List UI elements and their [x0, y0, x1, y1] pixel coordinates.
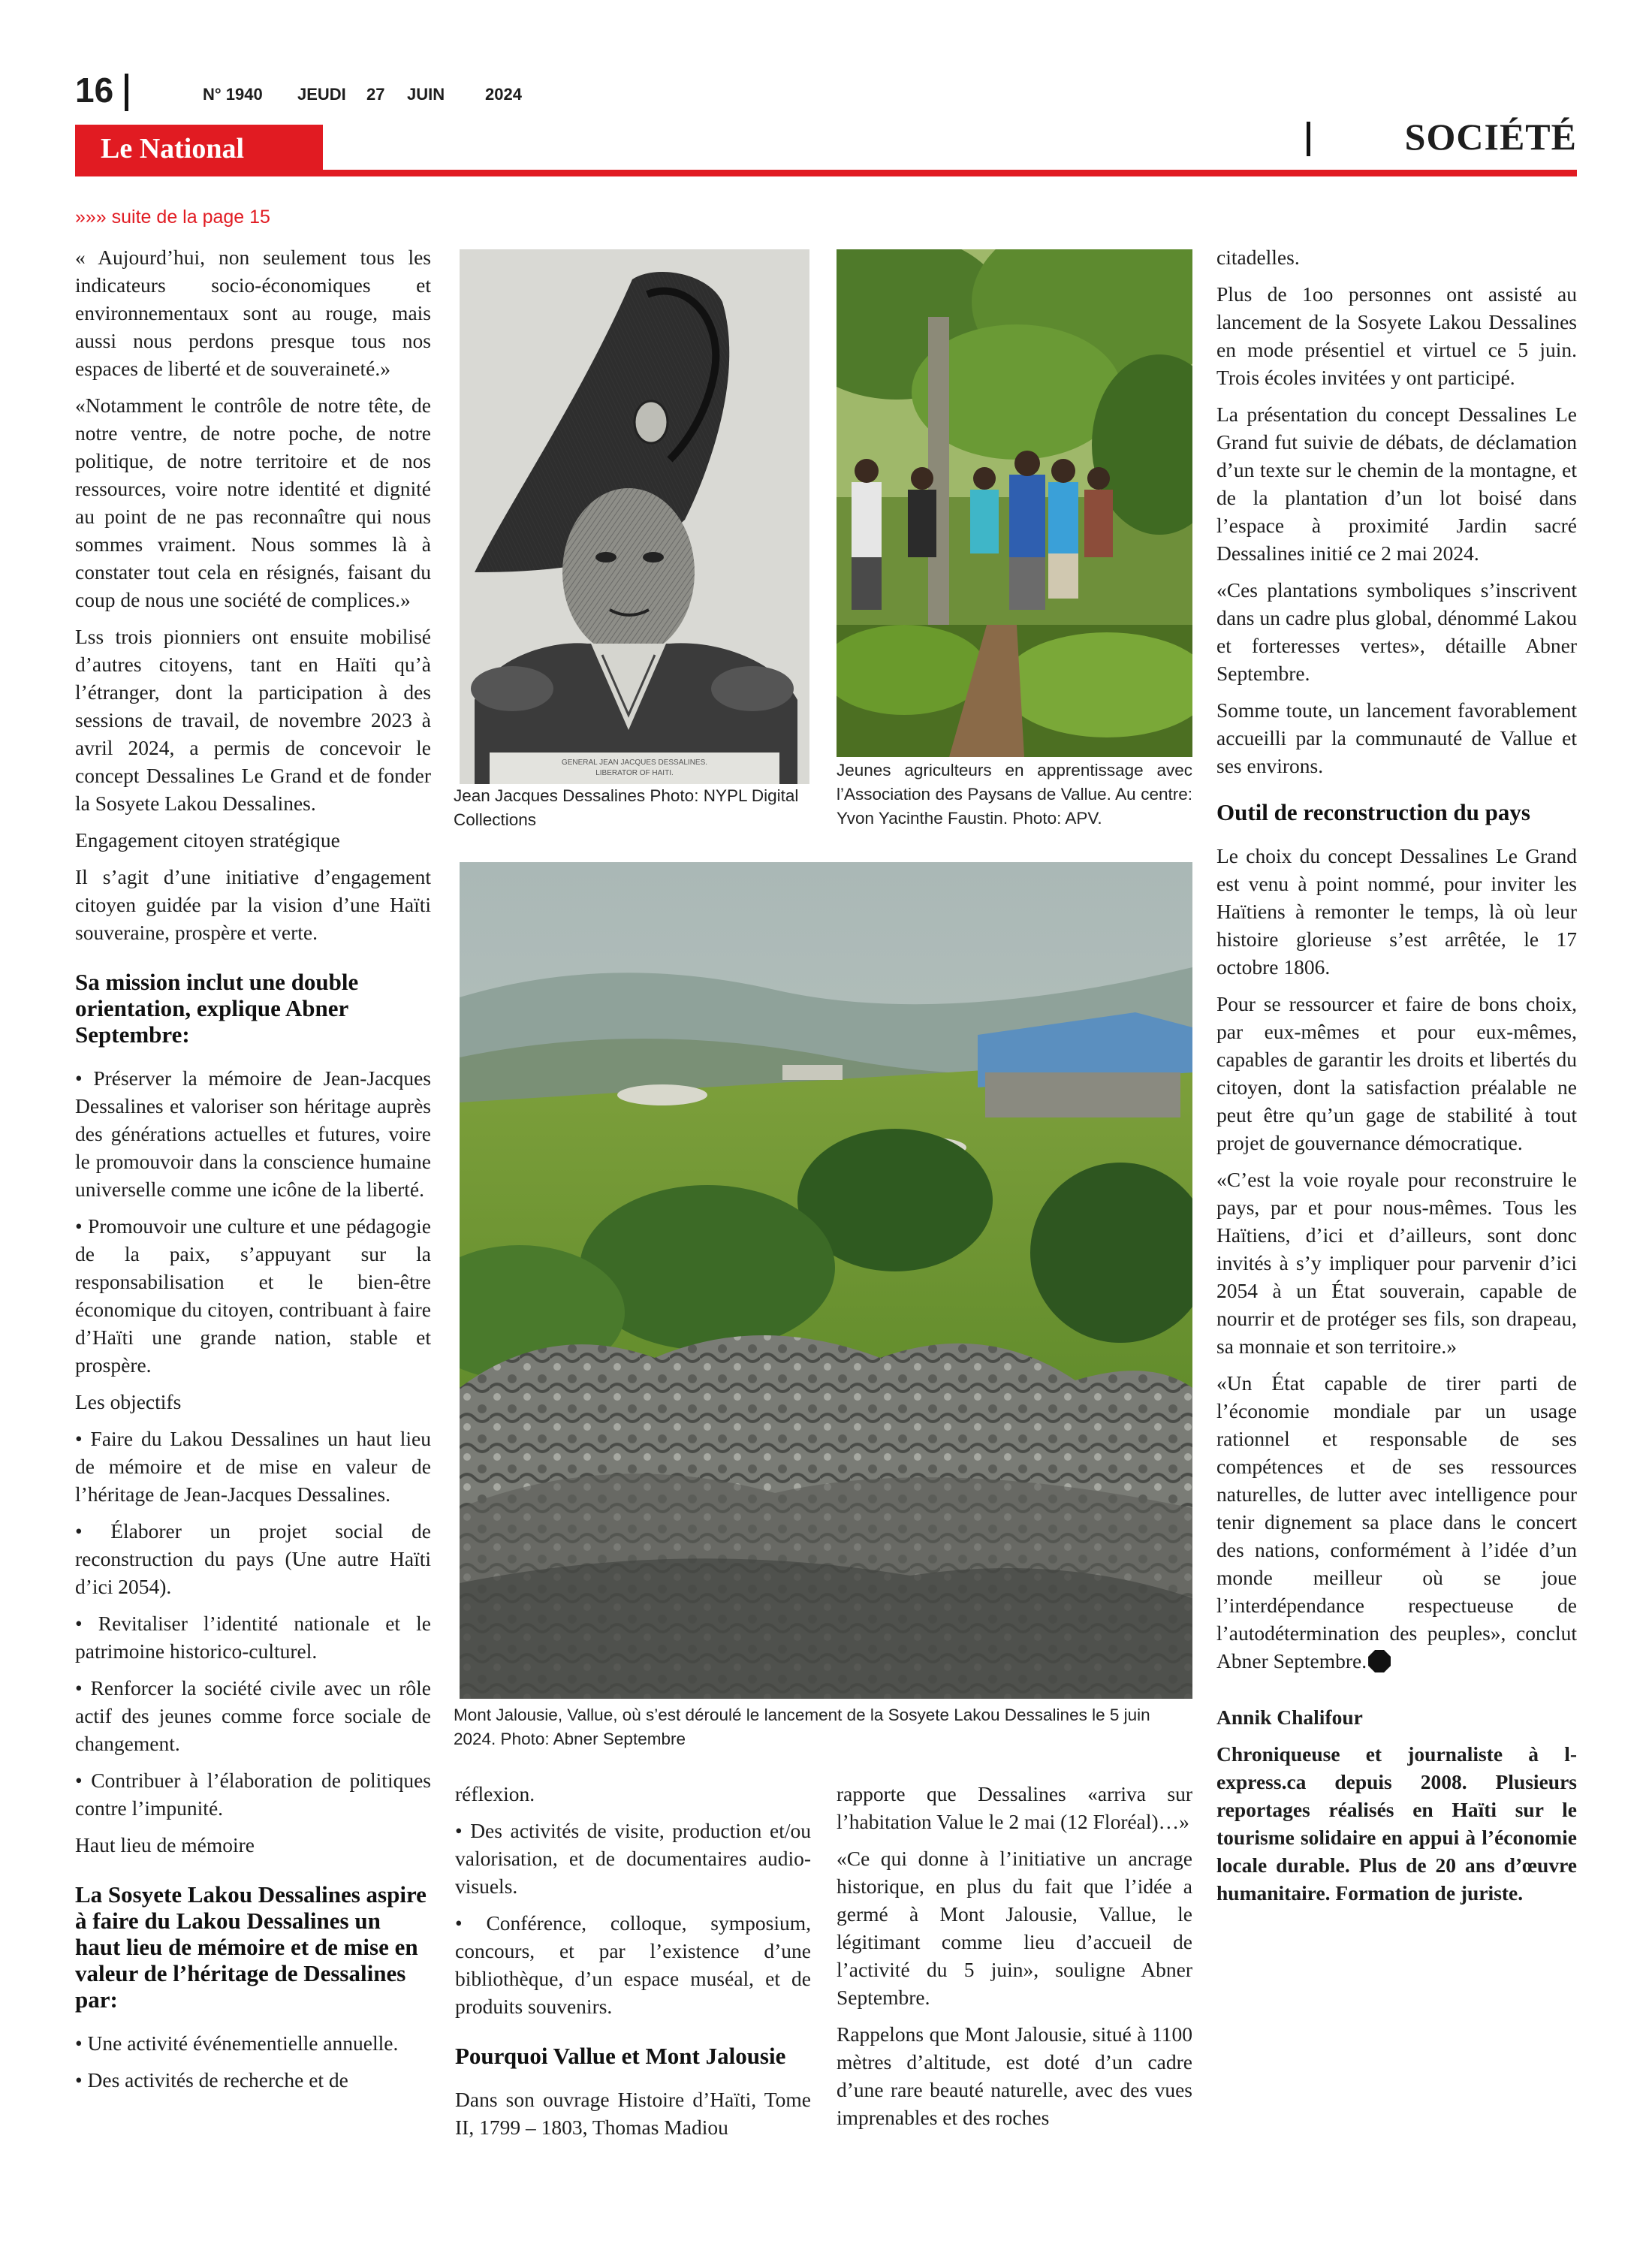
- subheading: Engagement citoyen stratégique: [75, 828, 340, 852]
- article-column-4: [1216, 243, 1577, 1916]
- paragraph: «C’est la voie royale pour reconstruire le pays, par et pour nous-mêmes. Tous les Haïtiens, d’ici et d’ailleurs, sont donc invités à s’y impliquer pour parvenir d’ici 2054 à un État souverain, capable de nourrir et de protéger ses fils, son drapeau, sa monnaie et son territoire.»: [1216, 1168, 1577, 1358]
- subheading: Les objectifs: [75, 1390, 182, 1413]
- paragraph: Pour se ressourcer et faire de bons choix, par eux-mêmes et pour eux-mêmes, capables de garantir les droits et libertés du citoyen, dont la satisfaction préalable ne peut être qu’un gage de stabilité à tout projet de gouvernance démocratique.: [1216, 992, 1577, 1154]
- paragraph: « Aujourd’hui, non seulement tous les indicateurs socio-économiques et environnementaux sont au rouge, mais aussi nous perdons presque tous nos espaces de liberté et de souveraineté.»: [75, 246, 431, 380]
- paragraph: Il s’agit d’une initiative d’engagement citoyen guidée par la vision d’une Haïti souveraine, prospère et verte.: [75, 865, 431, 944]
- section-divider: [1307, 122, 1310, 156]
- section-heading: La Sosyete Lakou Dessalines aspire à faire du Lakou Dessalines un haut lieu de mémoire et de mise en valeur de l’héritage de Dessalines par:: [75, 1881, 427, 2013]
- paragraph: rapporte que Dessalines «arriva sur l’habitation Value le 2 mai (12 Floréal)…»: [837, 1782, 1192, 1833]
- brand-logo: Le National: [101, 133, 245, 164]
- portrait-caption: Jean Jacques Dessalines Photo: NYPL Digital Collections: [454, 786, 799, 829]
- article-column-3: [837, 1780, 1192, 2140]
- bullet-item: • Élaborer un projet social de reconstruction du pays (Une autre Haïti d’ici 2054).: [75, 1519, 431, 1598]
- farmers-caption: Jeunes agriculteurs en apprentissage avec l’Association des Paysans de Vallue. Au centre: Yvon Yacinthe Faustin. Photo: APV.: [837, 761, 1192, 828]
- paragraph: La présentation du concept Dessalines Le Grand fut suivie de débats, de déclamation d’un texte sur le chemin de la montagne, et de la plantation d’un lot boisé dans l’espace à proximité Jardin sacré Dessalines initié ce 2 mai 2024.: [1216, 403, 1577, 565]
- paragraph: Somme toute, un lancement favorablement accueilli par la communauté de Vallue et ses environs.: [1216, 698, 1577, 777]
- end-of-article-icon: [1368, 1650, 1391, 1672]
- mont-jalousie-landscape-image: [460, 862, 1192, 1699]
- paragraph: Le choix du concept Dessalines Le Grand est venu à point nommé, pour inviter les Haïtiens à remonter le temps, là où leur histoire glorieuse s’est arrêtée, le 17 octobre 1806.: [1216, 844, 1577, 979]
- page-number-divider: [125, 74, 128, 111]
- paragraph: Dans son ouvrage Histoire d’Haïti, Tome II, 1799 – 1803, Thomas Madiou: [455, 2088, 811, 2139]
- paragraph: «Notamment le contrôle de notre tête, de notre ventre, de notre poche, de notre politique, de notre territoire et de nos ressources, voire notre identité et dignité au point de ne pas reconnaître qui nous sommes vraiment. Nous sommes là à constater tout cela en résignés, faisant du coup de nous une société de complices.»: [75, 394, 431, 611]
- bullet-item: • Promouvoir une culture et une pédagogie de la paix, s’appuyant sur la responsabilisation et le bien-être économique du citoyen, contribuant à faire d’Haïti une grande nation, stable et prospère.: [75, 1214, 431, 1377]
- section-title: SOCIÉTÉ: [1404, 116, 1577, 158]
- section-heading: Pourquoi Vallue et Mont Jalousie: [455, 2043, 786, 2069]
- author-bio: Chroniqueuse et journaliste à l-express.ca depuis 2008. Plusieurs reportages réalisés en Haïti sur le tourisme solidaire en appui à l’économie locale durable. Plus de 20 ans d’œuvre humanitaire. Formation de juriste.: [1216, 1742, 1577, 1905]
- bullet-item: • Des activités de visite, production et/ou valorisation, et de documentaires audio-visuels.: [455, 1819, 811, 1898]
- issue-date-day: 27: [366, 85, 385, 104]
- header-rule: [75, 170, 1577, 176]
- issue-year: 2024: [485, 85, 522, 104]
- subheading: Haut lieu de mémoire: [75, 1833, 255, 1856]
- bullet-item: • Une activité événementielle annuelle.: [75, 2031, 399, 2055]
- issue-number: N° 1940: [203, 85, 263, 104]
- bullet-item: • Contribuer à l’élaboration de politiques contre l’impunité.: [75, 1769, 431, 1820]
- bullet-item: • Renforcer la société civile avec un rôle actif des jeunes comme force sociale de changement.: [75, 1676, 431, 1755]
- bullet-item: • Des activités de recherche et de: [75, 2068, 348, 2092]
- young-farmers-image: [837, 249, 1192, 757]
- section-heading: Outil de reconstruction du pays: [1216, 799, 1530, 825]
- paragraph: «Ces plantations symboliques s’inscrivent dans un cadre plus global, dénommé Lakou et forteresses vertes», détaille Abner Septembre.: [1216, 578, 1577, 685]
- section-heading: Sa mission inclut une double orientation, explique Abner Septembre:: [75, 969, 359, 1048]
- closing-quote: «Un État capable de tirer parti de l’économie mondiale par un usage rationnel et responsable de ses compétences et de ses ressources naturelles, de lutter avec intelligence pour tenir dignement sa place dans le concert des nations, conformément à l’idée d’un monde meilleur où se joue l’interdépendance respectueuse de l’autodétermination des peuples», conclut Abner Septembre.: [1216, 1371, 1577, 1672]
- portrait-engraving-line-2: LIBERATOR OF HAITI.: [595, 769, 674, 777]
- article-column-2: [455, 1780, 811, 2150]
- bullet-item: • Conférence, colloque, symposium, concours, et par l’existence d’une bibliothèque, d’un espace muséal, et de produits souvenirs.: [455, 1911, 811, 2018]
- bullet-item: • Revitaliser l’identité nationale et le patrimoine historico-culturel.: [75, 1612, 431, 1663]
- paragraph: «Ce qui donne à l’initiative un ancrage historique, en plus du fait que l’idée a germé à Mont Jalousie, Vallue, le légitimant comme lieu d’accueil de l’activité du 5 juin», souligne Abner Septembre.: [837, 1847, 1192, 2009]
- landscape-caption: Mont Jalousie, Vallue, où s’est déroulé le lancement de la Sosyete Lakou Dessalines le 5 juin 2024. Photo: Abner Septembre: [454, 1706, 1150, 1748]
- paragraph: Lss trois pionniers ont ensuite mobilisé d’autres citoyens, tant en Haïti qu’à l’étranger, dont la participation à des sessions de travail, de novembre 2023 à avril 2024, a permis de concevoir le concept Dessalines Le Grand et de fonder la Sosyete Lakou Dessalines.: [75, 625, 431, 815]
- author-name: Annik Chalifour: [1216, 1706, 1363, 1729]
- paragraph: [1216, 1369, 1577, 1675]
- page-number: 16: [75, 71, 114, 110]
- paragraph: citadelles.: [1216, 246, 1300, 269]
- paragraph: Rappelons que Mont Jalousie, situé à 1100 mètres d’altitude, est doté d’un cadre d’une rare beauté naturelle, avec des vues imprenables et des roches: [837, 2022, 1192, 2129]
- bullet-item: • Faire du Lakou Dessalines un haut lieu de mémoire et de mise en valeur de l’héritage de Jean-Jacques Dessalines.: [75, 1427, 431, 1506]
- paragraph: Plus de 1oo personnes ont assisté au lancement de la Sosyete Lakou Dessalines en mode présentiel et virtuel ce 5 juin. Trois écoles invitées y ont participé.: [1216, 282, 1577, 389]
- article-column-1: [75, 243, 431, 2103]
- paragraph: réflexion.: [455, 1782, 535, 1805]
- portrait-engraving-line-1: GENERAL JEAN JACQUES DESSALINES.: [561, 759, 708, 767]
- issue-month: JUIN: [407, 85, 445, 104]
- bullet-item: • Préserver la mémoire de Jean-Jacques Dessalines et valoriser son héritage auprès des générations actuelles et futures, voire le promouvoir dans la conscience humaine universelle comme une icône de la liberté.: [75, 1066, 431, 1201]
- issue-day: JEUDI: [297, 85, 346, 104]
- continued-from: »»» suite de la page 15: [75, 207, 270, 228]
- dessalines-portrait-image: [460, 249, 809, 784]
